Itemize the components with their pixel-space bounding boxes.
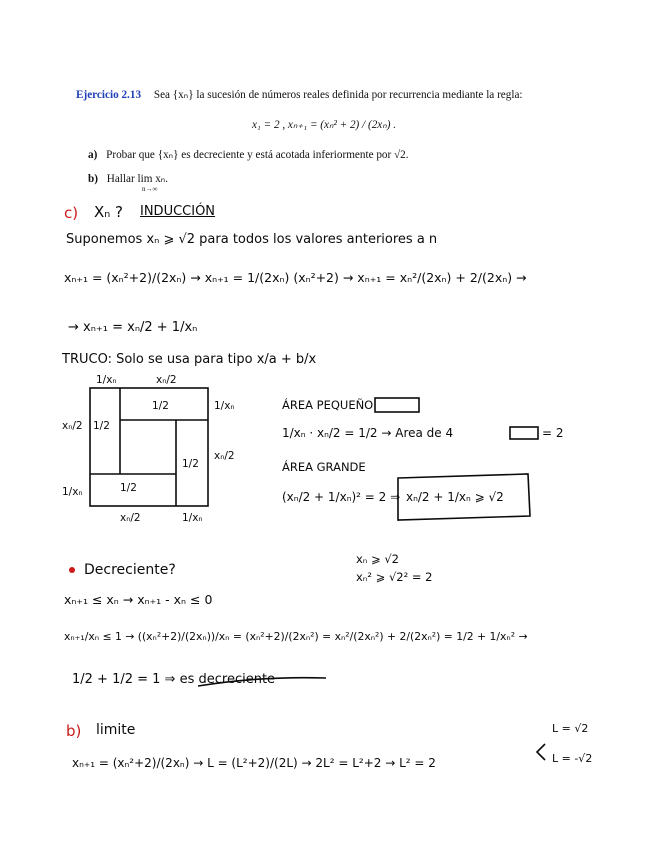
section-c-title: Xₙ ? <box>94 203 123 221</box>
box-top-right: xₙ/2 <box>156 374 177 386</box>
box-right-mid: xₙ/2 <box>214 450 235 462</box>
area-small-result: = 2 <box>542 426 564 440</box>
box-bottom-right: 1/xₙ <box>182 512 203 524</box>
box-bottom-left: xₙ/2 <box>120 512 141 524</box>
suppose-line: Suponemos xₙ ⩾ √2 para todos los valores anteriores a n <box>66 232 438 247</box>
decreasing-title: Decreciente? <box>84 562 176 578</box>
section-b-title: limite <box>96 722 136 738</box>
decreasing-line-2: xₙ₊₁/xₙ ≤ 1 → ((xₙ²+2)/(2xₙ))/xₙ = (xₙ²+2)/(2xₙ²) = xₙ²/(2xₙ²) + 2/(2xₙ²) = 1/2 + 1/xₙ² → <box>64 630 528 643</box>
trick-line: TRUCO: Solo se usa para tipo x/a + b/x <box>62 352 317 367</box>
exercise-text: Sea {xₙ} la sucesión de números reales definida por recurrencia mediante la regla: <box>153 89 523 101</box>
small-area-box-2 <box>510 427 538 439</box>
area-small-eq: 1/xₙ · xₙ/2 = 1/2 → Area de 4 <box>282 426 454 440</box>
item-a-text: Probar que {xₙ} es decreciente y está acotada inferiormente por √2. <box>106 149 409 161</box>
box-inner-top: 1/2 <box>152 400 169 412</box>
box-side-left-2: 1/xₙ <box>62 486 83 498</box>
box-top-left: 1/xₙ <box>96 374 117 386</box>
section-b-label: b) <box>66 722 82 740</box>
exercise-label: Ejercicio 2.13 <box>76 89 142 101</box>
limit-root-negative: L = -√2 <box>552 752 593 765</box>
area-big-box-text: xₙ/2 + 1/xₙ ⩾ √2 <box>406 490 504 504</box>
area-small-title: ÁREA PEQUEÑO <box>282 398 374 412</box>
induction-title: INDUCCIÓN <box>140 204 216 219</box>
box-inner-left: 1/2 <box>93 420 110 432</box>
item-a-label: a) <box>88 149 98 161</box>
decreasing-side-1: xₙ ⩾ √2 <box>356 552 399 566</box>
section-c-label: c) <box>64 204 79 222</box>
recurrence-rewrite-2: → xₙ₊₁ = xₙ/2 + 1/xₙ <box>68 320 198 335</box>
decreasing-side-2: xₙ² ⩾ √2² = 2 <box>356 570 433 584</box>
limit-line: xₙ₊₁ = (xₙ²+2)/(2xₙ) → L = (L²+2)/(2L) → 2L² = L²+2 → L² = 2 <box>72 756 436 770</box>
area-big-title: ÁREA GRANDE <box>282 460 366 474</box>
box-inner-right: 1/2 <box>182 458 199 470</box>
big-square <box>90 388 208 506</box>
recurrence-rewrite-1: xₙ₊₁ = (xₙ²+2)/(2xₙ) → xₙ₊₁ = 1/(2xₙ) (xₙ²+2) → xₙ₊₁ = xₙ²/(2xₙ) + 2/(2xₙ) → <box>64 270 527 285</box>
area-big-eq: (xₙ/2 + 1/xₙ)² = 2 ⇒ <box>282 490 401 504</box>
recurrence-formula: x₁ = 2 , xₙ₊₁ = (xₙ² + 2) / (2xₙ) . <box>251 119 397 131</box>
item-b-text: Hallar lim xₙ. <box>106 173 169 185</box>
roots-brace <box>537 744 545 760</box>
decreasing-line-1: xₙ₊₁ ≤ xₙ → xₙ₊₁ - xₙ ≤ 0 <box>64 592 213 607</box>
small-area-box <box>375 398 419 412</box>
red-bullet <box>69 567 75 573</box>
item-b-label: b) <box>88 173 98 185</box>
box-inner-bottom: 1/2 <box>120 482 137 494</box>
box-right-top: 1/xₙ <box>214 400 235 412</box>
decreasing-line-3: 1/2 + 1/2 = 1 ⇒ es decreciente <box>72 672 276 687</box>
box-side-left: xₙ/2 <box>62 420 83 432</box>
limit-root-positive: L = √2 <box>552 722 589 735</box>
limit-subscript: n→∞ <box>142 185 158 193</box>
